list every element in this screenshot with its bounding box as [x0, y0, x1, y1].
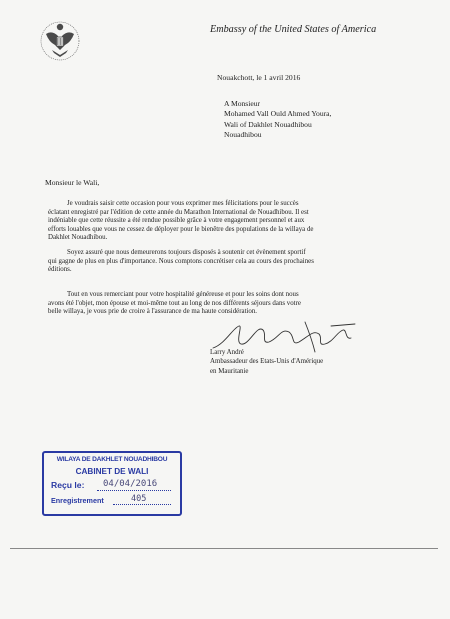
stamp-cabinet: CABINET DE WALI	[75, 467, 149, 476]
us-great-seal-icon	[38, 20, 82, 62]
paragraph-line: efforts louables que vous ne cessez de déployer pour le bienêtre des populations de la willaya de	[48, 225, 314, 233]
stamp-wilaya: WILAYA DE DAKHLET NOUADHIBOU	[56, 456, 168, 463]
paragraph-line: Dakhlet Nouadhibou.	[48, 234, 108, 242]
paragraph-line: Je voudrais saisir cette occasion pour vous exprimer mes félicitations pour le succès	[67, 200, 299, 207]
reception-stamp	[42, 451, 182, 516]
salutation: Monsieur le Wali,	[45, 178, 100, 187]
stamp-registration-row	[51, 494, 147, 505]
paragraph-line: éclatant enregistré par l'édition de cette année du Marathon International de Nouadhibou. Il est	[48, 208, 309, 216]
recipient-line: A Monsieur	[224, 99, 261, 108]
paragraph-line: qui gagne de plus en plus d'importance. Nous comptons concrétiser cela au cours des prochaines	[48, 257, 314, 265]
signer-block	[210, 348, 323, 376]
signer-name: Larry André	[210, 349, 244, 356]
footer-divider	[10, 548, 438, 549]
stamp-received-row	[51, 479, 158, 490]
recipient-line: Mohamed Vall Ould Ahmed Youra,	[224, 109, 332, 119]
paragraph-line: avons été l'objet, mon épouse et moi-même tout au long de nos différents séjours dans votre	[48, 299, 301, 307]
recipient-line: Nouadhibou	[224, 129, 262, 139]
signer-title: en Mauritanie	[210, 367, 249, 375]
body-paragraph-2	[48, 249, 384, 275]
letter-date: Nouakchott, le 1 avril 2016	[217, 73, 301, 82]
stamp-registration-label: Enregistrement	[51, 496, 104, 505]
paragraph-line: belle willaya, je vous prie de croire à l'assurance de ma haute considération.	[48, 308, 258, 316]
stamp-received-date: 04/04/2016	[103, 479, 158, 489]
paragraph-line: Tout en vous remerciant pour votre hospitalité généreuse et pour les soins dont nous	[67, 291, 299, 298]
body-paragraph-1	[48, 200, 384, 243]
paragraph-line: Soyez assuré que nous demeurerons toujours disposés à soutenir cet évènement sportif	[67, 249, 306, 256]
body-paragraph-3	[48, 291, 384, 317]
paragraph-line: indéniable que cette réussite a été rendue possible grâce à votre engagement personnel et aux	[48, 217, 305, 225]
recipient-block	[224, 99, 331, 140]
embassy-letterhead-title: Embassy of the United States of America	[210, 24, 377, 35]
stamp-registration-number: 405	[131, 494, 147, 504]
signer-title: Ambassadeur des Etats-Unis d'Amérique	[210, 358, 324, 366]
paragraph-line: éditions.	[48, 266, 72, 274]
stamp-received-label: Reçu le:	[51, 480, 85, 490]
recipient-line: Wali of Dakhlet Nouadhibou	[224, 119, 312, 129]
